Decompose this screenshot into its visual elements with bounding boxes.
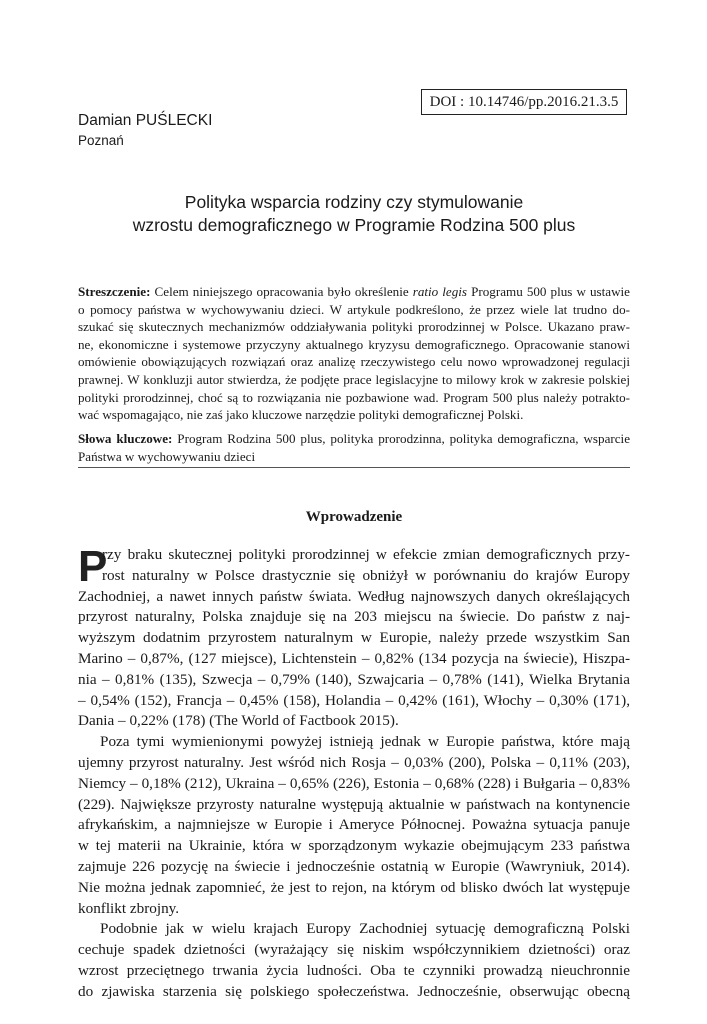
author-affiliation: Poznań	[78, 133, 124, 148]
title-line: wzrostu demograficznego w Programie Rodzina 500 plus	[132, 215, 576, 235]
keywords-label: Słowa kluczowe:	[78, 431, 173, 446]
article-title	[78, 191, 630, 237]
drop-cap: P	[78, 542, 108, 591]
abstract	[78, 283, 630, 424]
body-line: do zjawiska starzenia się polskiego społeczeństwa. Jednocześnie, obserwując obecną	[78, 982, 630, 1000]
abstract-line: prawnej. W konkluzji autor stwierdza, że podjęte prace legislacyjne to milowy krok w zakresie polskiej	[78, 371, 630, 387]
body-line: rost naturalny w Polsce drastycznie się obniżył w porównaniu do krajów Europy	[102, 566, 630, 584]
doi-box: DOI : 10.14746/pp.2016.21.3.5	[421, 89, 627, 115]
abstract-line: wać wspomagająco, nie zaś jako kluczowe narzędzie polityki demograficznej Polski.	[78, 407, 524, 423]
body-line: afrykańskim, a najmniejsze w Europie i Ameryce Północnej. Poważna sytuacja panuje	[78, 816, 630, 834]
article-body	[78, 542, 630, 1003]
keywords-line: Państwa w wychowywaniu dzieci	[78, 448, 256, 464]
author-name: Damian PUŚLECKI	[78, 112, 213, 129]
body-line: konflikt zbrojny.	[78, 899, 180, 917]
body-line: Niemcy – 0,18% (212), Ukraina – 0,65% (226), Estonia – 0,68% (228) i Bułgaria – 0,83%	[78, 774, 630, 792]
body-line: ujemny przyrost naturalny. Jest wśród nich Rosja – 0,03% (200), Polska – 0,11% (203),	[78, 753, 630, 771]
body-line: – 0,54% (152), Francja – 0,45% (158), Holandia – 0,42% (161), Włochy – 0,30% (171),	[78, 691, 630, 709]
abstract-label: Streszczenie:	[78, 284, 151, 299]
keywords	[78, 430, 630, 465]
body-line: Poza tymi wymienionymi powyżej istnieją jednak w Europie państwa, które mają	[100, 733, 630, 751]
body-line: w tej materii na Ukrainie, która w sporządzonym wykazie obejmującym 233 państwa	[78, 837, 630, 855]
body-line: Marino – 0,87%, (127 miejsce), Lichtenstein – 0,82% (134 pozycja na świecie), Hiszpa-	[78, 649, 630, 667]
body-line: przyrost naturalny, Polska znajduje się na 203 miejscu na świecie. Do państw z naj-	[78, 608, 630, 626]
abstract-line: o pomocy państwa w wychowywaniu dzieci. W artykule podkreślono, że przez wiele lat trudno do-	[78, 301, 630, 317]
body-line: cechuje spadek dzietności (wyrażający się niskim współczynnikiem dzietności) oraz	[78, 941, 630, 959]
body-line: (229). Największe przyrosty naturalne występują aktualnie w państwach na kontynencie	[78, 795, 630, 813]
body-line: wyższym dodatnim przyrostem naturalnym w Europie, należy przede wszystkim San	[78, 629, 630, 647]
body-line: zajmuje 226 pozycję na świecie i jednocześnie ostatnią w Europie (Wawryniuk, 2014).	[78, 857, 630, 875]
title-line: Polityka wsparcia rodziny czy stymulowanie	[184, 192, 524, 212]
body-line: rzy braku skutecznej polityki prorodzinnej w efekcie zmian demograficznych przy-	[102, 546, 630, 563]
divider	[78, 467, 630, 468]
abstract-italic-term: ratio legis	[412, 284, 468, 299]
keywords-text: Program Rodzina 500 plus, polityka prorodzinna, polityka demograficzna, wsparcie	[172, 431, 630, 446]
abstract-text: Programu 500 plus w ustawie	[467, 284, 630, 299]
body-line: nia – 0,81% (135), Szwecja – 0,79% (140), Szwajcaria – 0,78% (141), Wielka Brytania	[78, 670, 630, 688]
abstract-line: szukać się skutecznych mechanizmów oddziaływania polityki prorodzinnej w Polsce. Ukazano praw-	[78, 319, 630, 335]
abstract-line	[78, 283, 630, 301]
body-line: wzrost przeciętnego trwania życia ludności. Oba te czynniki prowadzą nieuchronnie	[78, 961, 630, 979]
body-line: Zachodniej, a nawet innych państw świata. Według najnowszych danych określających	[78, 587, 630, 605]
abstract-text: Celem niniejszego opracowania było określenie	[150, 284, 413, 299]
body-line: Dania – 0,22% (178) (The World of Factbook 2015).	[78, 712, 399, 730]
abstract-line: omówienie obowiązujących rozwiązań oraz analizę rzeczywistego celu nowo wprowadzonej regulacji	[78, 354, 630, 370]
body-line: Podobnie jak w wielu krajach Europy Zachodniej sytuację demograficzną Polski	[100, 920, 630, 938]
abstract-line: polityki prorodzinnej, choć są to rozwiązania nie pozbawione wad. Program 500 plus należy potrakto-	[78, 389, 630, 405]
body-line: Nie można jednak zapomnieć, że jest to rejon, na którym od blisko dwóch lat występuje	[78, 878, 630, 896]
section-heading: Wprowadzenie	[305, 509, 403, 525]
abstract-line: ne, ekonomiczne i systemowe przyczyny aktualnego kryzysu demograficznego. Opracowanie stanowi	[78, 336, 630, 352]
keywords-line	[78, 430, 630, 448]
